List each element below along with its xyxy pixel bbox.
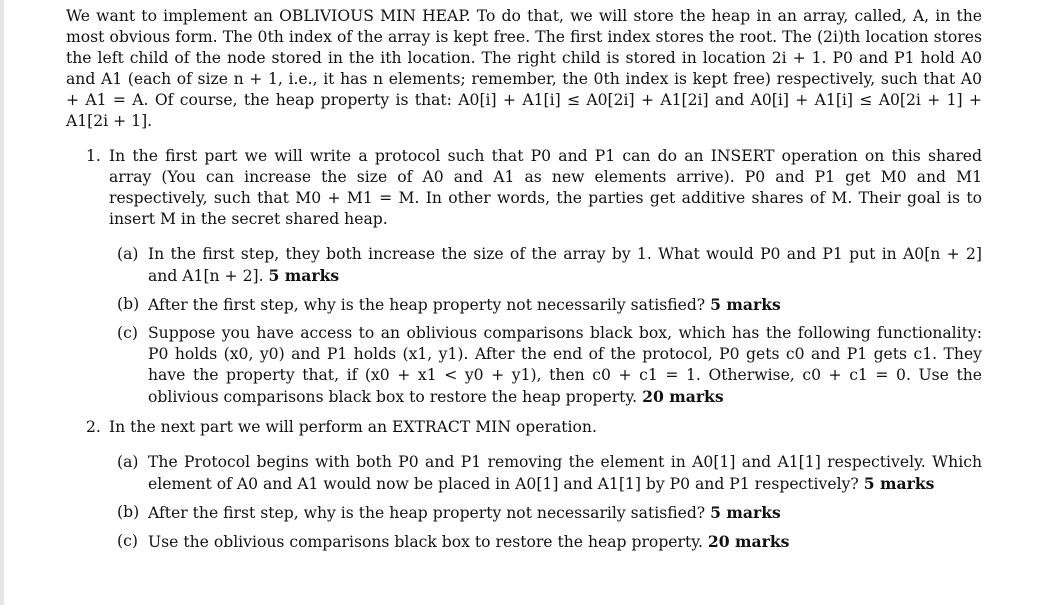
subquestion-text: After the first step, why is the heap property not necessarily satisfied? 5 marks (148, 295, 781, 314)
left-margin-rule (0, 0, 4, 605)
question-text: In the next part we will perform an EXTRACT MIN operation. (109, 418, 597, 436)
subquestion-label: (b) (117, 295, 140, 313)
question-number: 2. (86, 418, 101, 436)
subquestion-label: (a) (117, 453, 139, 471)
question-list (66, 146, 982, 553)
subquestion-1b (109, 294, 982, 316)
question-text: In the first part we will write a protocol such that P0 and P1 can do an INSERT operation on this shared array (You can increase the size of A0 and A1 as new elements arrive). P0 and P1 get M0 and M1 respectively, such that M0 + M1 = M. In other words, the parties get additive shares of M. Their goal is to insert M in the secret shared heap. (109, 147, 982, 228)
subquestion-2a (109, 452, 982, 495)
question-2 (66, 417, 982, 553)
subquestion-label: (c) (117, 532, 138, 550)
subquestion-text: In the first step, they both increase the size of the array by 1. What would P0 and P1 put in A0[n + 2] and A1[n + 2]. 5 marks (148, 245, 982, 285)
intro-paragraph: We want to implement an OBLIVIOUS MIN HEAP. To do that, we will store the heap in an array, called, A, in the most obvious form. The 0th index of the array is kept free. The first index stores the root. The (2i)th location stores the left child of the node stored in the ith location. The right child is stored in location 2i + 1. P0 and P1 hold A0 and A1 (each of size n + 1, i.e., it has n elements; remember, the 0th index is kept free) respectively, such that A0 + A1 = A. Of course, the heap property is that: A0[i] + A1[i] ≤ A0[2i] + A1[2i] and A0[i] + A1[i] ≤ A0[2i + 1] + A1[2i + 1]. (66, 7, 982, 130)
subquestion-1a (109, 244, 982, 287)
subquestion-2c (109, 531, 982, 553)
subquestion-label: (a) (117, 245, 139, 263)
subquestion-text: Suppose you have access to an oblivious comparisons black box, which has the following functionality: P0 holds (x0, y0) and P1 holds (x1, y1). After the end of the protocol, P0 gets c0 and P1 gets c1. They have the property that, if (x0 + x1 < y0 + y1), then c0 + c1 = 1. Otherwise, c0 + c1 = 0. Use the oblivious comparisons black box to restore the heap property. 20 marks (148, 324, 982, 406)
subquestion-text: After the first step, why is the heap property not necessarily satisfied? 5 marks (148, 503, 781, 522)
question-1 (66, 146, 982, 408)
marks: 5 marks (863, 474, 935, 493)
marks: 20 marks (642, 387, 724, 406)
subquestion-label: (b) (117, 503, 140, 521)
question-number: 1. (86, 147, 101, 165)
subquestion-text: The Protocol begins with both P0 and P1 removing the element in A0[1] and A1[1] respectively. Which element of A0 and A1 would now be placed in A0[1] and A1[1] by P0 and P1 respectively? 5 marks (148, 453, 982, 493)
subquestion-list (109, 452, 982, 553)
marks: 5 marks (268, 266, 340, 285)
subquestion-2b (109, 502, 982, 524)
subquestion-text: Use the oblivious comparisons black box to restore the heap property. 20 marks (148, 532, 790, 551)
subquestion-label: (c) (117, 324, 138, 342)
problem-document (66, 6, 982, 553)
marks: 20 marks (707, 532, 790, 551)
subquestion-1c (109, 323, 982, 408)
subquestion-list (109, 244, 982, 408)
marks: 5 marks (710, 503, 781, 522)
marks: 5 marks (710, 295, 781, 314)
